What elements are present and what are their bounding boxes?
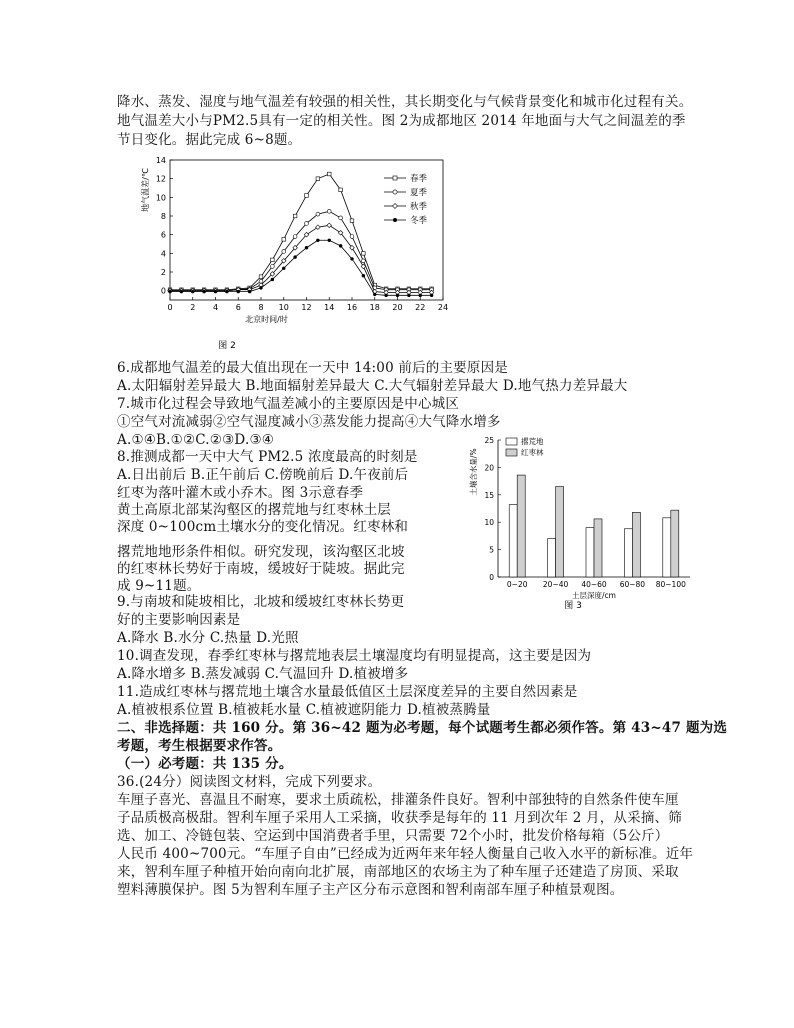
q36-line-5: 来，智利车厘子种植开始向南向北扩展，南部地区的农场主为了种车厘子还建造了房顶、采取	[117, 864, 679, 880]
fig2-point	[328, 239, 331, 242]
fig2-ytick-label: 2	[160, 268, 166, 277]
q8-stem: 8.推测成都一天中大气 PM2.5 浓度最高的时刻是	[117, 449, 418, 465]
passage2-line-6: 成 9~11题。	[117, 578, 201, 594]
fig2-xtick-label: 22	[415, 303, 426, 312]
fig3-yaxis-title: 土壤含水量/%	[469, 448, 478, 496]
fig3-legend-swatch	[506, 438, 517, 445]
fig2-point	[293, 235, 297, 239]
fig2-point	[327, 172, 331, 176]
fig2-series-line-3	[170, 240, 432, 295]
fig2-point	[282, 250, 286, 254]
fig2-point	[384, 294, 387, 297]
fig2-xtick-label: 6	[235, 303, 241, 312]
q36-line-3: 选、加工、冷链包装、空运到中国消费者手里，只需要 72个小时，批发价格每箱（5公斤）	[117, 828, 669, 844]
q10-options: A.降水增多 B.蒸发减弱 C.气温回升 D.植被增多	[117, 666, 409, 682]
fig2-xtick-label: 20	[392, 303, 403, 312]
fig2-series-line-0	[170, 174, 432, 290]
fig2-xtick-label: 16	[346, 303, 358, 312]
fig3-xtick-label: 20~40	[542, 580, 569, 589]
fig2-point	[293, 214, 297, 218]
fig2-series-line-1	[170, 211, 432, 290]
fig2-point	[350, 235, 354, 239]
intro-line-3: 节日变化。据此完成 6~8题。	[117, 132, 302, 148]
fig3-xtick-label: 60~80	[619, 580, 646, 589]
fig2-legend-marker	[393, 218, 397, 222]
fig3-ytick-label: 0	[489, 573, 494, 582]
fig2-point	[271, 258, 275, 262]
fig2-ytick-label: 14	[155, 156, 166, 165]
fig2-legend-label: 夏季	[410, 188, 428, 198]
fig2-legend-marker	[393, 204, 398, 209]
fig2-xtick-label: 8	[258, 303, 264, 312]
fig2-xtick-label: 0	[167, 303, 173, 312]
fig3-bar-jujube	[517, 475, 525, 577]
fig3-legend-label: 红枣林	[521, 448, 544, 457]
fig2-point	[180, 290, 183, 293]
fig2-point	[362, 252, 366, 256]
figure-2-caption: 图 2	[218, 341, 236, 351]
q36-line-1: 车厘子喜光、喜温且不耐寒，要求土质疏松，排灌条件良好。智利中部独特的自然条件使车厘	[117, 792, 679, 808]
q7-items: ①空气对流减弱②空气湿度减小③蒸发能力提高④大气降水增多	[117, 414, 501, 430]
fig2-point	[339, 188, 343, 192]
fig2-point	[282, 238, 286, 242]
fig2-xtick-label: 2	[190, 303, 196, 312]
fig3-bar-jujube	[632, 512, 640, 577]
fig2-point	[259, 275, 263, 279]
fig2-point	[305, 246, 308, 249]
fig2-xtick-label: 14	[324, 303, 335, 312]
fig3-bar-jujube	[671, 510, 679, 577]
q36-line-2: 子品质极高极甜。智利车厘子采用人工采摘，收获季是每年的 11 月到次年 2 月，从采摘、筛	[117, 810, 682, 826]
fig2-point	[327, 209, 331, 213]
q9-stem-2: 好的主要影响因素是	[117, 612, 241, 628]
q8-options: A.日出前后 B.正午前后 C.傍晚前后 D.午夜前后	[117, 467, 409, 483]
fig3-bar-jujube	[594, 519, 602, 577]
fig3-bar-wasteland	[663, 518, 671, 577]
fig2-ytick-label: 10	[155, 193, 166, 203]
fig2-ytick-label: 0	[160, 286, 166, 296]
fig2-point	[339, 216, 343, 220]
fig2-ytick-label: 4	[160, 249, 166, 259]
fig2-point	[350, 219, 354, 223]
fig2-point	[407, 294, 410, 297]
fig3-xaxis-title: 土层深度/cm	[572, 591, 616, 600]
section2-title-2: 考题，考生根据要求作答。	[117, 738, 282, 754]
passage2-line-2: 黄土高原北部某沟壑区的撂荒地与红枣林土层	[117, 502, 391, 518]
figure-2-line-chart	[140, 150, 460, 360]
fig2-point	[316, 225, 321, 230]
fig3-ytick-label: 5	[489, 545, 494, 555]
passage2-line-4: 撂荒地地形条件相似。研究发现，该沟壑区北坡	[117, 544, 405, 560]
q11-stem: 11.造成红枣林与撂荒地土壤含水量最低值区土层深度差异的主要自然因素是	[117, 684, 578, 700]
q36-line-6: 塑料薄膜保护。图 5为智利车厘子主产区分布示意图和智利南部车厘子种植景观图。	[117, 882, 624, 898]
fig2-legend-label: 冬季	[410, 216, 428, 226]
fig2-xtick-label: 24	[437, 303, 449, 312]
fig3-xtick-label: 80~100	[655, 580, 686, 589]
intro-line-1: 降水、蒸发、湿度与地气温差有较强的相关性，其长期变化与气候背景变化和城市化过程有关。	[117, 94, 693, 110]
figure-3-caption: 图 3	[564, 601, 582, 611]
fig3-ytick-label: 15	[484, 490, 494, 500]
fig2-point	[396, 294, 399, 297]
q7-stem: 7.城市化过程会导致地气温差减小的主要原因是中心城区	[117, 396, 460, 412]
q36-line-4: 人民币 400~700元。“车厘子自由”已经成为近两年来年轻人衡量自己收入水平的新标准。近年	[117, 846, 694, 862]
fig3-bar-wasteland	[586, 528, 594, 577]
fig2-ytick-label: 12	[155, 174, 166, 184]
fig2-point	[248, 290, 251, 293]
q36-head: 36.(24分）阅读图文材料，完成下列要求。	[117, 774, 382, 790]
passage2-line-1: 红枣为落叶灌木或小乔木。图 3示意春季	[117, 485, 364, 501]
fig2-point	[361, 259, 365, 263]
fig3-ytick-label: 25	[484, 436, 494, 445]
fig2-point	[270, 265, 274, 269]
fig2-xtick-label: 4	[212, 303, 219, 312]
fig3-legend-swatch	[506, 449, 517, 456]
fig2-legend-marker	[393, 190, 397, 194]
section2-subtitle: （一）必考题：共 135 分。	[117, 756, 293, 772]
fig2-xaxis-title: 北京时间/时	[245, 315, 288, 324]
intro-line-2: 地气温差大小与PM2.5具有一定的相关性。图 2为成都地区 2014 年地面与大气之间温差的季	[117, 113, 686, 129]
fig3-legend-label: 撂荒地	[521, 437, 544, 446]
fig3-bar-jujube	[556, 487, 564, 577]
fig2-point	[430, 294, 433, 297]
fig2-point	[316, 177, 320, 181]
fig2-legend-label: 春季	[410, 174, 428, 184]
passage2-line-3: 深度 0~100cm土壤水分的变化情况。红枣林和	[117, 519, 409, 535]
q7-options: A.①④B.①②C.②③D.③④	[117, 432, 275, 448]
fig2-legend-marker	[393, 176, 397, 180]
fig2-point	[168, 290, 171, 293]
fig2-point	[237, 290, 240, 293]
fig2-point	[271, 278, 274, 281]
fig2-point	[259, 286, 262, 289]
fig2-point	[327, 223, 332, 228]
q9-stem-1: 9.与南坡和陡坡相比，北坡和缓坡红枣林长势更	[117, 594, 405, 610]
fig2-point	[339, 244, 342, 247]
fig3-xtick-label: 0~20	[506, 580, 528, 589]
fig2-point	[282, 267, 285, 270]
q11-options: A.植被根系位置 B.植被耗水量 C.植被遮阴能力 D.植被蒸腾量	[117, 702, 491, 718]
fig2-point	[191, 290, 194, 293]
fig2-point	[362, 274, 365, 277]
fig3-bar-wasteland	[509, 505, 517, 577]
fig2-ytick-label: 6	[160, 230, 166, 240]
q6-options: A.太阳辐射差异最大 B.地面辐射差异最大 C.大气辐射差异最大 D.地气热力差异最大	[117, 378, 628, 394]
fig2-point	[293, 255, 296, 258]
section2-title-1: 二、非选择题：共 160 分。第 36~42 题为必考题，每个试题考生都必须作答。第 43~47 题为选	[117, 720, 728, 736]
fig2-xtick-label: 18	[369, 303, 380, 312]
fig2-point	[316, 212, 320, 216]
q6-stem: 6.成都地气温差的最大值出现在一天中 14:00 前后的主要原因是	[117, 360, 508, 376]
fig3-ytick-label: 10	[484, 518, 494, 528]
fig3-ytick-label: 20	[484, 463, 494, 473]
passage2-line-5: 的红枣林长势好于南坡，缓坡好于陡坡。据此完	[117, 561, 405, 577]
figure-3-bar-chart	[470, 432, 710, 612]
fig2-point	[225, 290, 228, 293]
fig3-xtick-label: 40~60	[581, 580, 607, 589]
fig2-yaxis-title: 地气温差/℃	[141, 168, 150, 212]
fig2-plot-frame	[170, 160, 443, 300]
q9-options: A.降水 B.水分 C.热量 D.光照	[117, 630, 299, 646]
fig3-bar-wasteland	[548, 539, 556, 577]
fig2-xtick-label: 12	[301, 303, 312, 312]
fig2-point	[373, 293, 376, 296]
fig2-point	[202, 290, 205, 293]
fig2-series-line-2	[170, 225, 432, 292]
q10-stem: 10.调查发现，春季红枣林与撂荒地表层土壤湿度均有明显提高，这主要是因为	[117, 648, 592, 664]
fig2-legend-label: 秋季	[410, 202, 428, 212]
fig3-bar-wasteland	[624, 529, 632, 577]
fig2-ytick-label: 8	[160, 212, 166, 221]
fig2-point	[316, 239, 319, 242]
fig2-point	[214, 290, 217, 293]
fig2-point	[305, 222, 309, 226]
fig2-xtick-label: 10	[278, 303, 289, 312]
fig2-point	[350, 257, 353, 260]
fig2-point	[419, 294, 422, 297]
fig2-point	[305, 194, 309, 198]
